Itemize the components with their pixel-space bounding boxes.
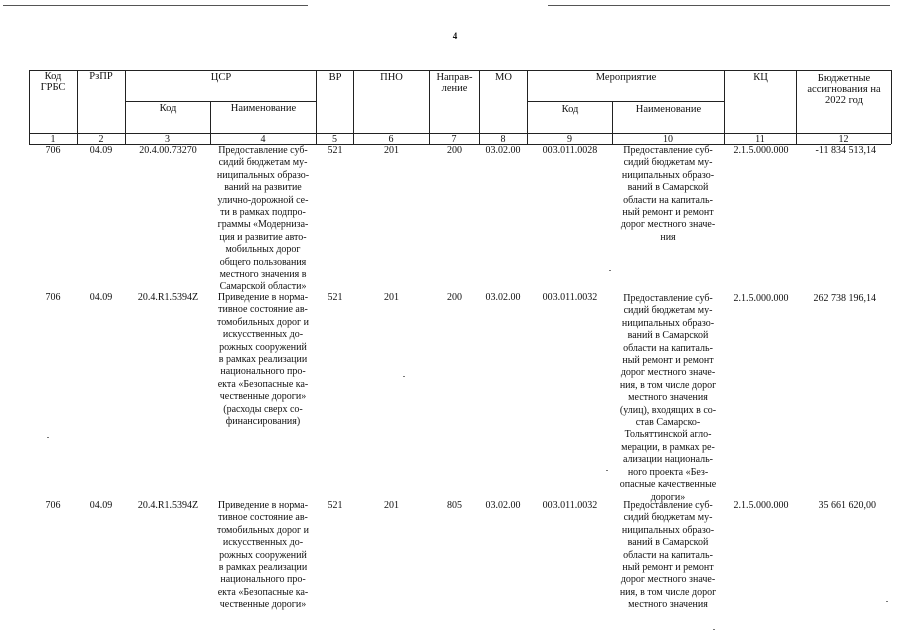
scan-speck bbox=[886, 601, 888, 602]
header-csr-kod: Код bbox=[159, 103, 177, 114]
col-number: 7 bbox=[451, 134, 457, 145]
row-amount: 35 661 620,00 bbox=[818, 500, 876, 511]
header-kod-grbs: Код ГРБС bbox=[40, 71, 66, 93]
row-vr: 521 bbox=[327, 145, 343, 156]
col-number: 8 bbox=[500, 134, 506, 145]
row-amount: -11 834 513,14 bbox=[815, 145, 876, 156]
col-number: 4 bbox=[260, 134, 266, 145]
scan-speck bbox=[609, 270, 611, 271]
row-mo: 03.02.00 bbox=[485, 292, 521, 303]
col-number: 2 bbox=[98, 134, 104, 145]
row-mer-name: Предоставление суб- сидий бюджетам му- ниципальных образо- ваний в Самарской области на капиталь- ный ремонт и ремонт дорог местного значе- ния bbox=[620, 145, 716, 243]
header-pno: ПНО bbox=[380, 72, 403, 83]
row-mo: 03.02.00 bbox=[485, 500, 521, 511]
scan-speck bbox=[403, 376, 405, 377]
scan-speck bbox=[606, 470, 608, 471]
col-number: 9 bbox=[567, 134, 572, 145]
header-mer-kod: Код bbox=[561, 104, 579, 115]
row-kc: 2.1.5.000.000 bbox=[733, 145, 789, 156]
row-amount: 262 738 196,14 bbox=[813, 293, 876, 304]
row-csr-code: 20.4.R1.5394Z bbox=[137, 292, 199, 303]
header-rzpr: РзПР bbox=[89, 71, 113, 82]
row-vr: 521 bbox=[327, 500, 343, 511]
row-mer-name: Предоставление суб- сидий бюджетам му- ниципальных образо- ваний в Самарской области на капиталь- ный ремонт и ремонт дорог местного значе- ния, в том числе дорог местного значения (улиц), входящих в со- став Самарско- Тольяттинской агло- мерации, в рамках ре- ализации националь- ного проекта «Без- опасные качественные дороги» bbox=[619, 293, 717, 503]
header-budget: Бюджетные ассигнования на 2022 год bbox=[807, 73, 881, 106]
row-mer-name: Предоставление суб- сидий бюджетам му- ниципальных образо- ваний в Самарской области на капиталь- ный ремонт и ремонт дорог местного значе- ния, в том числе дорог местного значения bbox=[619, 500, 717, 611]
header-kc: КЦ bbox=[753, 72, 768, 83]
header-csr-name: Наименование bbox=[230, 103, 297, 114]
row-pno: 201 bbox=[384, 145, 399, 156]
row-rzpr: 04.09 bbox=[89, 500, 113, 511]
row-csr-code: 20.4.R1.5394Z bbox=[137, 500, 199, 511]
row-rzpr: 04.09 bbox=[89, 292, 113, 303]
scan-speck bbox=[713, 629, 715, 630]
header-mo: МО bbox=[495, 72, 512, 83]
page-number: 4 bbox=[452, 31, 458, 41]
row-csr-name: Приведение в норма- тивное состояние ав- томобильных дорог и искусственных до- рожных сооружений в рамках реализации национального про- екта «Безопасные ка- чественные дороги» bbox=[217, 500, 309, 611]
row-kc: 2.1.5.000.000 bbox=[733, 500, 789, 511]
row-pno: 201 bbox=[384, 292, 399, 303]
row-pno: 201 bbox=[384, 500, 399, 511]
scan-speck bbox=[47, 437, 49, 438]
row-napr: 200 bbox=[447, 145, 462, 156]
row-csr-name: Предоставление суб- сидий бюджетам му- ниципальных образо- ваний на развитие улично-дорожной се- ти в рамках подпро- граммы «Модерниза- ция и развитие авто- мобильных дорог общего пользования местного значения в Самарской области» bbox=[216, 145, 310, 293]
row-csr-code: 20.4.00.73270 bbox=[139, 145, 197, 156]
header-mer-name: Наименование bbox=[635, 104, 702, 115]
row-csr-name: Приведение в норма- тивное состояние ав- томобильных дорог и искусственных до- рожных сооружений в рамках реализации национального про- екта «Безопасные ка- чественные дороги» (расходы сверх со- финансирования) bbox=[217, 292, 309, 428]
row-mer-code: 003.011.0032 bbox=[542, 500, 598, 511]
col-number: 5 bbox=[332, 134, 337, 145]
col-number: 3 bbox=[165, 134, 170, 145]
header-csr: ЦСР bbox=[210, 72, 232, 83]
col-number: 10 bbox=[663, 134, 673, 145]
col-number: 12 bbox=[838, 134, 849, 145]
header-napravlenie: Направ- ление bbox=[436, 72, 473, 94]
row-kc: 2.1.5.000.000 bbox=[733, 293, 789, 304]
scan-top-edge-left bbox=[3, 5, 308, 6]
col-number: 1 bbox=[50, 134, 56, 145]
row-grbs: 706 bbox=[45, 145, 61, 156]
row-napr: 805 bbox=[447, 500, 462, 511]
col-number: 11 bbox=[755, 134, 765, 145]
row-mo: 03.02.00 bbox=[485, 145, 521, 156]
row-napr: 200 bbox=[447, 292, 462, 303]
scan-top-edge-right bbox=[548, 5, 890, 6]
col-number: 6 bbox=[388, 134, 394, 145]
row-rzpr: 04.09 bbox=[89, 145, 113, 156]
row-mer-code: 003.011.0028 bbox=[542, 145, 598, 156]
header-vr: ВР bbox=[328, 72, 342, 83]
row-grbs: 706 bbox=[45, 292, 61, 303]
row-grbs: 706 bbox=[45, 500, 61, 511]
header-meropriyatie: Мероприятие bbox=[595, 72, 657, 83]
row-vr: 521 bbox=[327, 292, 343, 303]
row-mer-code: 003.011.0032 bbox=[542, 292, 598, 303]
